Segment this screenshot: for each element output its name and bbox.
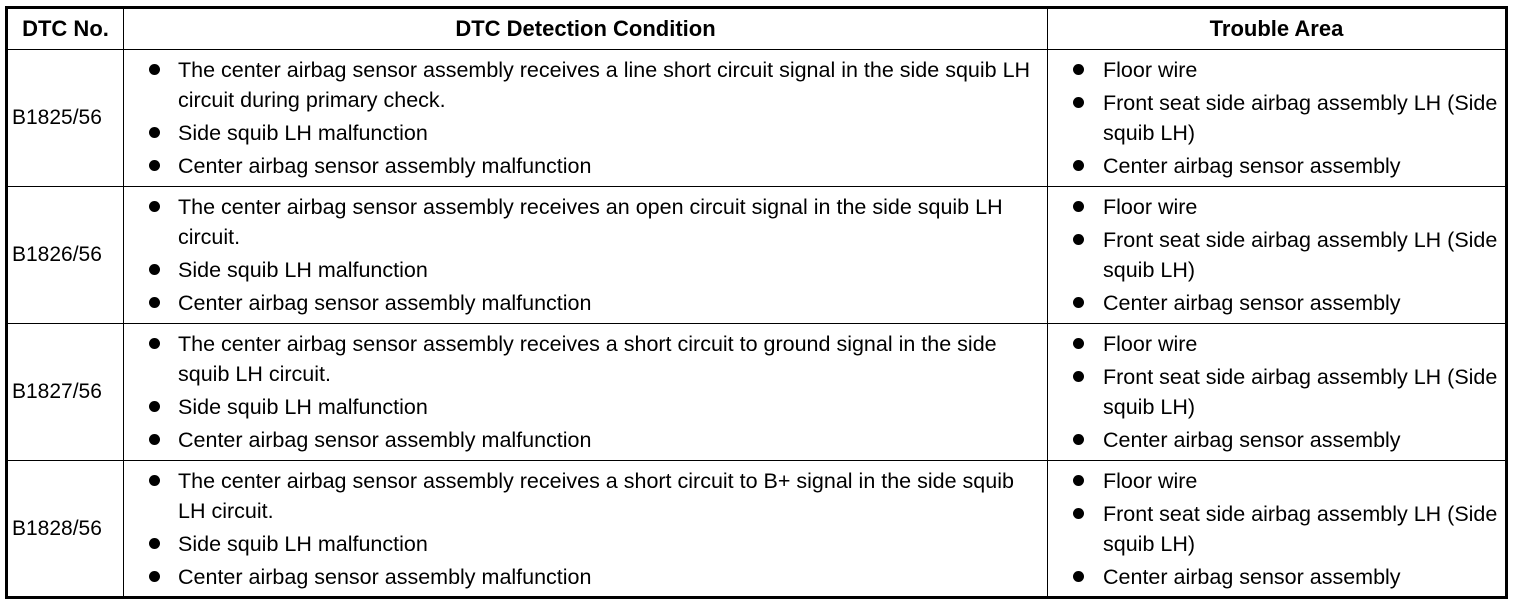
condition-item: The center airbag sensor assembly receives a short circuit to ground signal in the side squib LH circuit.: [124, 329, 1043, 389]
trouble-area-list: [1048, 466, 1505, 592]
trouble-area-cell: [1048, 187, 1507, 324]
condition-item: The center airbag sensor assembly receives a line short circuit signal in the side squib LH circuit during primary check.: [124, 55, 1043, 115]
table-header-row: [7, 8, 1507, 50]
trouble-area-cell: [1048, 50, 1507, 187]
condition-list: [124, 329, 1047, 455]
trouble-area-item: Center airbag sensor assembly: [1048, 151, 1501, 181]
table-row: [7, 187, 1507, 324]
detection-condition-cell: [124, 187, 1048, 324]
table-row: [7, 461, 1507, 598]
trouble-area-item: Front seat side airbag assembly LH (Side squib LH): [1048, 88, 1501, 148]
trouble-area-item: Center airbag sensor assembly: [1048, 425, 1501, 455]
trouble-area-item: Front seat side airbag assembly LH (Side squib LH): [1048, 362, 1501, 422]
condition-item: Center airbag sensor assembly malfunction: [124, 151, 1043, 181]
header-dtc-no: DTC No.: [7, 8, 124, 50]
trouble-area-item: Center airbag sensor assembly: [1048, 288, 1501, 318]
trouble-area-item: Floor wire: [1048, 55, 1501, 85]
trouble-area-cell: [1048, 461, 1507, 598]
trouble-area-list: [1048, 192, 1505, 318]
condition-item: The center airbag sensor assembly receives a short circuit to B+ signal in the side squib LH circuit.: [124, 466, 1043, 526]
condition-item: Side squib LH malfunction: [124, 392, 1043, 422]
header-detection-condition: DTC Detection Condition: [124, 8, 1048, 50]
detection-condition-cell: [124, 461, 1048, 598]
dtc-code: B1826/56: [7, 187, 124, 324]
dtc-code: B1828/56: [7, 461, 124, 598]
table-row: [7, 324, 1507, 461]
trouble-area-item: Floor wire: [1048, 192, 1501, 222]
trouble-area-item: Floor wire: [1048, 329, 1501, 359]
condition-item: Center airbag sensor assembly malfunction: [124, 288, 1043, 318]
header-trouble-area: Trouble Area: [1048, 8, 1507, 50]
condition-item: Side squib LH malfunction: [124, 118, 1043, 148]
trouble-area-item: Center airbag sensor assembly: [1048, 562, 1501, 592]
condition-item: Side squib LH malfunction: [124, 255, 1043, 285]
condition-item: The center airbag sensor assembly receives an open circuit signal in the side squib LH circuit.: [124, 192, 1043, 252]
detection-condition-cell: [124, 324, 1048, 461]
trouble-area-list: [1048, 329, 1505, 455]
trouble-area-item: Front seat side airbag assembly LH (Side squib LH): [1048, 225, 1501, 285]
trouble-area-list: [1048, 55, 1505, 181]
condition-list: [124, 466, 1047, 592]
dtc-table: [5, 6, 1508, 599]
condition-list: [124, 192, 1047, 318]
dtc-code: B1825/56: [7, 50, 124, 187]
trouble-area-item: Floor wire: [1048, 466, 1501, 496]
condition-item: Side squib LH malfunction: [124, 529, 1043, 559]
detection-condition-cell: [124, 50, 1048, 187]
condition-item: Center airbag sensor assembly malfunction: [124, 562, 1043, 592]
trouble-area-item: Front seat side airbag assembly LH (Side squib LH): [1048, 499, 1501, 559]
condition-list: [124, 55, 1047, 181]
dtc-code: B1827/56: [7, 324, 124, 461]
table-row: [7, 50, 1507, 187]
trouble-area-cell: [1048, 324, 1507, 461]
condition-item: Center airbag sensor assembly malfunction: [124, 425, 1043, 455]
